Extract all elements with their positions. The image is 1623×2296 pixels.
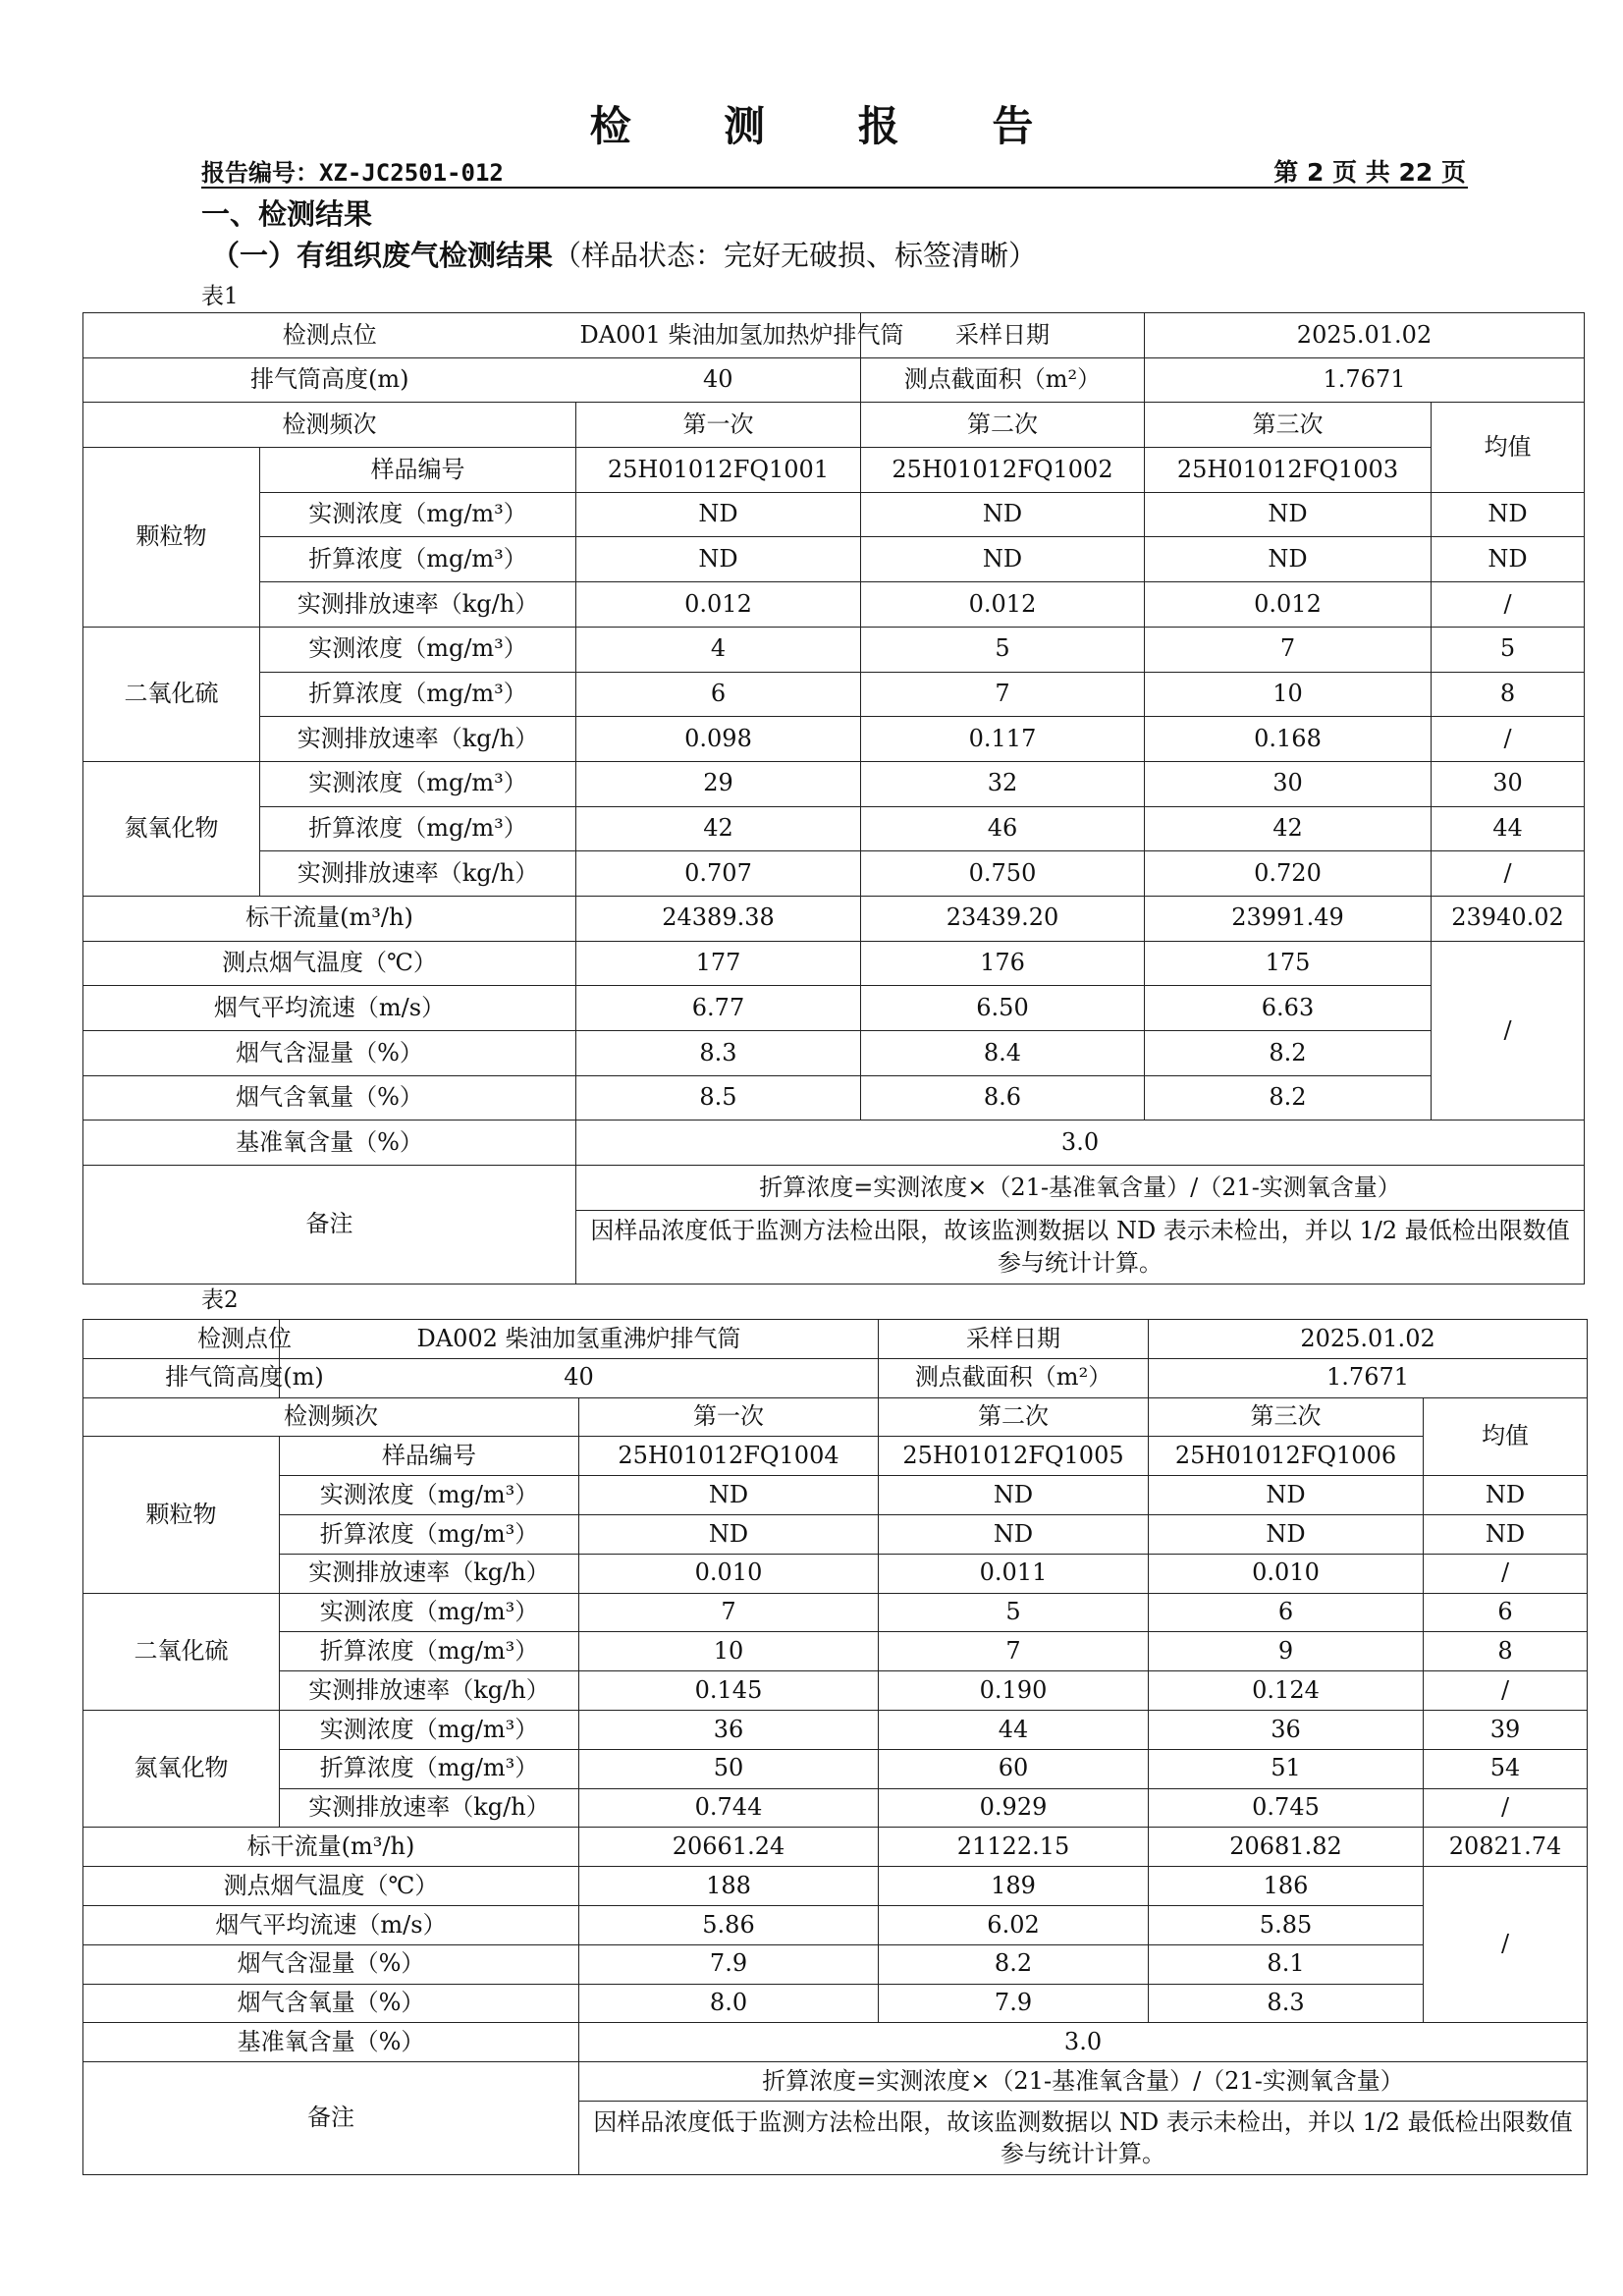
cell: 20681.82 [1149,1828,1424,1867]
table-row [83,1075,1585,1121]
cell: 7 [579,1593,879,1632]
cell: 51 [1149,1749,1424,1788]
cell: 8.3 [1149,1984,1424,2023]
cell: 0.012 [1145,582,1432,628]
stack-height-label-text: 排气筒高度(m) [250,365,409,394]
emission-rate-label: 实测排放速率（kg/h） [280,1671,579,1711]
moisture-label: 烟气含湿量（%） [83,1944,579,1984]
point-label-text: 检测点位 [197,1324,292,1352]
cell: 177 [576,941,861,986]
cell: 8.2 [1145,1075,1432,1121]
cell: 50 [579,1749,879,1788]
table-row [83,1166,1585,1211]
ref-oxygen-label: 基准氧含量（%） [83,2023,579,2062]
particulate-label: 颗粒物 [83,448,260,628]
cell: ND [1149,1514,1424,1554]
cell: 0.012 [576,582,861,628]
velocity-label: 烟气平均流速（m/s） [83,1905,579,1944]
cell: 0.124 [1149,1671,1424,1711]
table-row [83,492,1585,537]
emission-rate-label: 实测排放速率（kg/h） [280,1788,579,1828]
sample-date-label: 采样日期 [861,313,1145,358]
cell: 32 [861,761,1145,806]
section-area-label: 测点截面积（m²） [861,357,1145,403]
stack-height-value: 40 [280,1358,879,1397]
converted-conc-label: 折算浓度（mg/m³） [260,537,576,582]
emission-rate-label: 实测排放速率（kg/h） [260,851,576,897]
cell: 8.4 [861,1031,1145,1076]
converted-conc-label: 折算浓度（mg/m³） [280,1632,579,1671]
cell: 0.190 [879,1671,1149,1711]
cell: 5 [879,1593,1149,1632]
cell: 46 [861,806,1145,851]
cell: 29 [576,761,861,806]
table-row [83,313,1585,358]
section-area-label: 测点截面积（m²） [879,1358,1149,1397]
oxygen-label: 烟气含氧量（%） [83,1984,579,2023]
cell: 10 [1145,672,1432,717]
table-row [83,1121,1585,1166]
sample-date-value: 2025.01.02 [1145,313,1585,358]
table-row [83,1437,1588,1476]
cell: 21122.15 [879,1828,1149,1867]
sample-no-1: 25H01012FQ1004 [579,1437,879,1476]
section-title: 一、检测结果 [201,197,373,231]
cell: ND [576,492,861,537]
cell: 7 [879,1632,1149,1671]
remark-formula: 折算浓度=实测浓度×（21-基准氧含量）/（21-实测氧含量） [579,2062,1588,2102]
table-row [83,986,1585,1031]
table-row [83,672,1585,717]
cell: 36 [1149,1710,1424,1749]
cell: 24389.38 [576,896,861,941]
point-value: DA001 柴油加氢加热炉排气筒 [576,313,861,358]
table-row [83,1358,1588,1397]
emission-rate-label: 实测排放速率（kg/h） [260,717,576,762]
flow-label: 标干流量(m³/h) [83,896,576,941]
ref-oxygen-value: 3.0 [576,1121,1585,1166]
cell: 6 [1424,1593,1588,1632]
sample-date-value: 2025.01.02 [1149,1320,1588,1359]
table-row [83,1905,1588,1944]
so2-label: 二氧化硫 [83,1593,280,1710]
sample-no-1: 25H01012FQ1001 [576,448,861,493]
cell: 8.6 [861,1075,1145,1121]
frequency-label: 检测频次 [83,403,576,448]
table-row [83,1944,1588,1984]
cell: 7.9 [579,1944,879,1984]
cell: 0.010 [579,1554,879,1593]
cell: 6 [1149,1593,1424,1632]
cell: 6.02 [879,1905,1149,1944]
table-1-label: 表1 [201,284,239,309]
cell: 0.117 [861,717,1145,762]
cell: 6.77 [576,986,861,1031]
cell: ND [1424,1514,1588,1554]
point-value: DA002 柴油加氢重沸炉排气筒 [280,1320,879,1359]
cell: 5.86 [579,1905,879,1944]
cell: 8.3 [576,1031,861,1076]
cell: 6.63 [1145,986,1432,1031]
cell: 6.50 [861,986,1145,1031]
temp-label: 测点烟气温度（℃） [83,1867,579,1906]
cell: / [1424,1788,1588,1828]
cell: ND [879,1514,1149,1554]
cell: ND [861,537,1145,582]
subsection-note: （样品状态：完好无破损、标签清晰） [553,239,1038,272]
remark-formula: 折算浓度=实测浓度×（21-基准氧含量）/（21-实测氧含量） [576,1166,1585,1211]
nox-label: 氮氧化物 [83,761,260,896]
sample-no-label: 样品编号 [280,1437,579,1476]
cell: 7.9 [879,1984,1149,2023]
table-row [83,1632,1588,1671]
converted-conc-label: 折算浓度（mg/m³） [280,1749,579,1788]
cell: 36 [579,1710,879,1749]
remark-label: 备注 [83,1166,576,1285]
table-row [83,1476,1588,1515]
cell: 0.745 [1149,1788,1424,1828]
subsection-main: （一）有组织废气检测结果 [211,239,554,272]
sample-no-3: 25H01012FQ1003 [1145,448,1432,493]
table-row [83,2023,1588,2062]
particulate-label: 颗粒物 [83,1437,280,1593]
cell: 23439.20 [861,896,1145,941]
results-table-1 [82,312,1585,1285]
subsection-title [211,234,1037,274]
cell: 0.098 [576,717,861,762]
stack-height-label-text: 排气筒高度(m) [165,1363,324,1392]
table-row [83,761,1585,806]
cell: 0.750 [861,851,1145,897]
cell: 8.1 [1149,1944,1424,1984]
mean-header: 均值 [1424,1397,1588,1476]
stack-height-value: 40 [576,357,861,403]
cell: 5 [861,627,1145,672]
moisture-label: 烟气含湿量（%） [83,1031,576,1076]
converted-conc-label: 折算浓度（mg/m³） [260,672,576,717]
page-indicator: 第 2 页 共 22 页 [1273,158,1466,187]
table-row [83,1867,1588,1906]
cell: 20661.24 [579,1828,879,1867]
cell: 5 [1432,627,1585,672]
table-row [83,448,1585,493]
table-row [83,1788,1588,1828]
table-row [83,582,1585,628]
cell: / [1424,1554,1588,1593]
cell: 30 [1145,761,1432,806]
table-row [83,896,1585,941]
sample-no-3: 25H01012FQ1006 [1149,1437,1424,1476]
table-row [83,1031,1585,1076]
cell: 7 [1145,627,1432,672]
cell: 0.168 [1145,717,1432,762]
cell: 4 [576,627,861,672]
so2-label: 二氧化硫 [83,627,260,761]
cell: 8.0 [579,1984,879,2023]
cell: 10 [579,1632,879,1671]
cell: 30 [1432,761,1585,806]
cell: 39 [1424,1710,1588,1749]
sample-no-2: 25H01012FQ1002 [861,448,1145,493]
table-row [83,1671,1588,1711]
second-header: 第二次 [879,1397,1149,1437]
cell: 42 [1145,806,1432,851]
cell: 23991.49 [1145,896,1432,941]
sample-no-2: 25H01012FQ1005 [879,1437,1149,1476]
sample-date-label: 采样日期 [879,1320,1149,1359]
cell: / [1432,941,1585,1121]
cell: 0.707 [576,851,861,897]
cell: 8.2 [1145,1031,1432,1076]
cell: 186 [1149,1867,1424,1906]
cell: ND [861,492,1145,537]
cell: ND [1432,537,1585,582]
flow-label: 标干流量(m³/h) [83,1828,579,1867]
cell: 0.929 [879,1788,1149,1828]
cell: 20821.74 [1424,1828,1588,1867]
cell: ND [1145,537,1432,582]
frequency-label: 检测频次 [83,1397,579,1437]
section-area-value: 1.7671 [1145,357,1585,403]
cell: 176 [861,941,1145,986]
cell: 0.145 [579,1671,879,1711]
temp-label: 测点烟气温度（℃） [83,941,576,986]
table-row [83,1828,1588,1867]
emission-rate-label: 实测排放速率（kg/h） [280,1554,579,1593]
third-header: 第三次 [1145,403,1432,448]
remark-label: 备注 [83,2062,579,2175]
second-header: 第二次 [861,403,1145,448]
table-row [83,403,1585,448]
cell: 0.012 [861,582,1145,628]
sample-no-label: 样品编号 [260,448,576,493]
header-divider [201,187,1468,189]
table-row [83,357,1585,403]
cell: / [1424,1867,1588,2023]
ref-oxygen-label: 基准氧含量（%） [83,1121,576,1166]
remark-nd-note: 因样品浓度低于监测方法检出限，故该监测数据以 ND 表示未检出，并以 1/2 最低检出限数值参与统计计算。 [579,2101,1588,2174]
cell: ND [1432,492,1585,537]
emission-rate-label: 实测排放速率（kg/h） [260,582,576,628]
table-2-label: 表2 [201,1287,239,1313]
cell: 44 [1432,806,1585,851]
cell: 44 [879,1710,1149,1749]
table-row [83,1554,1588,1593]
cell: 9 [1149,1632,1424,1671]
table-row [83,1749,1588,1788]
measured-conc-label: 实测浓度（mg/m³） [260,492,576,537]
cell: 42 [576,806,861,851]
third-header: 第三次 [1149,1397,1424,1437]
table-row [83,941,1585,986]
cell: ND [579,1476,879,1515]
cell: 60 [879,1749,1149,1788]
table-row [83,2062,1588,2102]
velocity-label: 烟气平均流速（m/s） [83,986,576,1031]
table-row [83,627,1585,672]
cell: / [1432,582,1585,628]
cell: / [1432,717,1585,762]
cell: 23940.02 [1432,896,1585,941]
cell: / [1432,851,1585,897]
table-row [83,1514,1588,1554]
table-row [83,1397,1588,1437]
table-row [83,717,1585,762]
cell: 8.5 [576,1075,861,1121]
measured-conc-label: 实测浓度（mg/m³） [280,1710,579,1749]
cell: 8.2 [879,1944,1149,1984]
table-row [83,806,1585,851]
first-header: 第一次 [576,403,861,448]
remark-nd-note: 因样品浓度低于监测方法检出限，故该监测数据以 ND 表示未检出，并以 1/2 最低检出限数值参与统计计算。 [576,1210,1585,1284]
converted-conc-label: 折算浓度（mg/m³） [280,1514,579,1554]
point-label [83,1320,292,1359]
point-label [83,313,576,358]
cell: 8 [1424,1632,1588,1671]
ref-oxygen-value: 3.0 [579,2023,1588,2062]
oxygen-label: 烟气含氧量（%） [83,1075,576,1121]
cell: 188 [579,1867,879,1906]
table-row [83,537,1585,582]
cell: 0.010 [1149,1554,1424,1593]
cell: 175 [1145,941,1432,986]
section-area-value: 1.7671 [1149,1358,1588,1397]
measured-conc-label: 实测浓度（mg/m³） [280,1476,579,1515]
cell: ND [1149,1476,1424,1515]
point-label-text: 检测点位 [282,320,377,349]
cell: ND [1145,492,1432,537]
first-header: 第一次 [579,1397,879,1437]
mean-header: 均值 [1432,403,1585,492]
stack-height-label [83,357,576,403]
cell: / [1424,1671,1588,1711]
cell: 0.744 [579,1788,879,1828]
cell: 7 [861,672,1145,717]
cell: ND [879,1476,1149,1515]
table-row [83,1320,1588,1359]
cell: 189 [879,1867,1149,1906]
stack-height-label [83,1358,324,1397]
report-number: 报告编号：XZ-JC2501-012 [201,159,504,187]
cell: 0.720 [1145,851,1432,897]
cell: ND [576,537,861,582]
cell: 0.011 [879,1554,1149,1593]
table-row [83,851,1585,897]
results-table-2 [82,1319,1588,2175]
converted-conc-label: 折算浓度（mg/m³） [260,806,576,851]
report-title: 检 测 报 告 [589,102,1073,150]
cell: ND [579,1514,879,1554]
table-row [83,1984,1588,2023]
measured-conc-label: 实测浓度（mg/m³） [280,1593,579,1632]
cell: 8 [1432,672,1585,717]
measured-conc-label: 实测浓度（mg/m³） [260,761,576,806]
cell: 6 [576,672,861,717]
measured-conc-label: 实测浓度（mg/m³） [260,627,576,672]
table-row [83,1710,1588,1749]
cell: ND [1424,1476,1588,1515]
cell: 5.85 [1149,1905,1424,1944]
nox-label: 氮氧化物 [83,1710,280,1827]
table-row [83,1593,1588,1632]
cell: 54 [1424,1749,1588,1788]
